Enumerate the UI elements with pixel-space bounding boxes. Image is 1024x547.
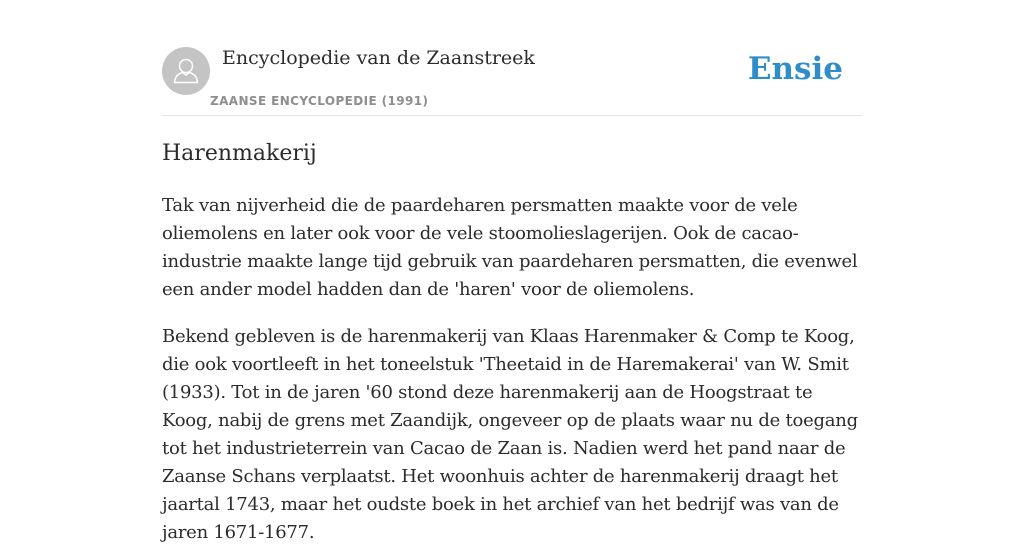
source-avatar[interactable] [162, 47, 210, 95]
ensie-logo-link[interactable]: Ensie [747, 51, 843, 87]
article [162, 136, 868, 547]
user-silhouette-icon [162, 47, 210, 95]
source-title-link[interactable]: Encyclopedie van de Zaanstreek [222, 47, 535, 69]
source-subtitle: ZAANSE ENCYCLOPEDIE (1991) [210, 94, 429, 108]
article-title: Harenmakerij [162, 141, 317, 166]
article-paragraph-1: Tak van nijverheid die de paardeharen persmatten maakte voor de vele oliemolens en later ook voor de vele stoomolieslagerijen. Ook de cacao-industrie maakte lange tijd gebruik van paardeharen persmatten, die evenwel een ander model hadden dan de 'haren' voor de oliemolens. [162, 195, 858, 300]
article-paragraph-2: Bekend gebleven is de harenmakerij van Klaas Harenmaker & Comp te Koog, die ook voortleeft in het toneelstuk 'Theetaid in de Haremakerai' van W. Smit (1933). Tot in de jaren '60 stond deze harenmakerij aan de Hoogstraat te Koog, nabij de grens met Zaandijk, ongeveer op de plaats waar nu de toegang tot het industrieterrein van Cacao de Zaan is. Nadien werd het pand naar de Zaanse Schans verplaatst. Het woonhuis achter de harenmakerij draagt het jaartal 1743, maar het oudste boek in het archief van het bedrijf was van de jaren 1671-1677. [162, 326, 858, 543]
source-header [162, 0, 862, 116]
